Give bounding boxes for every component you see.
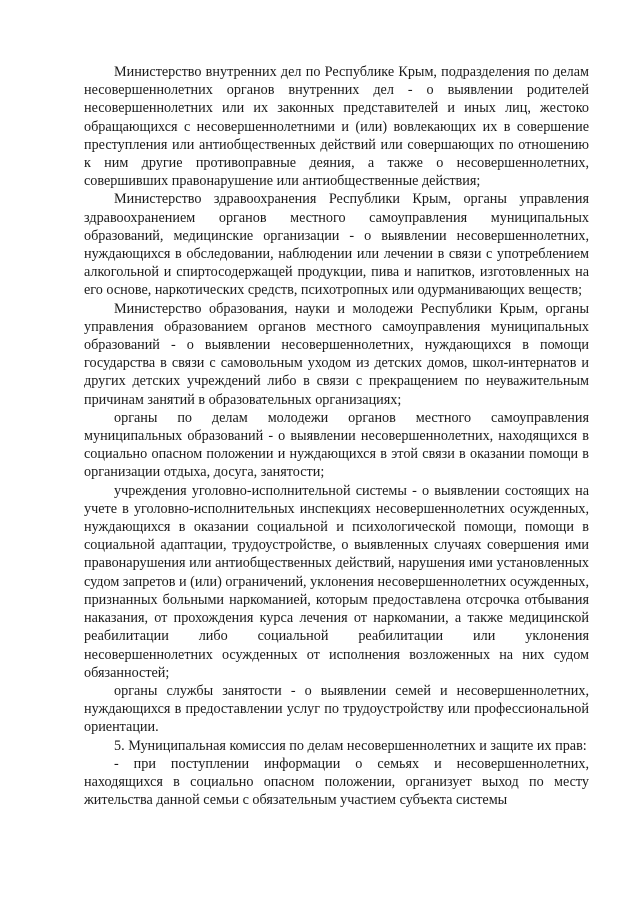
paragraph-health-ministry: Министерство здравоохранения Республики Крым, органы управления здравоохранением органов местного самоуправления муниципальных образований, медицинские организации - о выявлении несовершеннолетних, нуждающихся в обследовании, наблюдении или лечении в связи с употреблением алкогольной и спиртосодержащей продукции, пива и напитков, изготовленных на его основе, наркотических средств, психотропных или одурманивающих веществ;	[84, 191, 589, 299]
paragraph-education-ministry: Министерство образования, науки и молодежи Республики Крым, органы управления образованием органов местного самоуправления муниципальных образований - о выявлении несовершеннолетних, нуждающихся в помощи государства в связи с самовольным уходом из детских домов, школ-интернатов и других детских учреждений либо в связи с прекращением по неуважительным причинам занятий в образовательных организациях;	[84, 300, 589, 408]
paragraph-item-5-subitem: - при поступлении информации о семьях и несовершеннолетних, находящихся в социально опасном положении, организует выход по месту жительства данной семьи с обязательным участием субъекта системы	[84, 755, 589, 809]
paragraph-employment-service: органы службы занятости - о выявлении семей и несовершеннолетних, нуждающихся в предоставлении услуг по трудоустройству или профессиональной ориентации.	[84, 682, 589, 736]
paragraph-mvd: Министерство внутренних дел по Республике Крым, подразделения по делам несовершеннолетних органов внутренних дел - о выявлении родителей несовершеннолетних или их законных представителей и иных лиц, жестоко обращающихся с несовершеннолетними и (или) вовлекающих их в совершение преступления или антиобщественных действий или совершающих по отношению к ним другие противоправные деяния, а также о несовершеннолетних, совершивших правонарушение или антиобщественные действия;	[84, 64, 589, 190]
document-page	[84, 63, 589, 809]
paragraph-youth-bodies: органы по делам молодежи органов местного самоуправления муниципальных образований - о выявлении несовершеннолетних, находящихся в социально опасном положении и нуждающихся в этой связи в оказании помощи в организации отдыха, досуга, занятости;	[84, 409, 589, 481]
paragraph-item-5: 5. Муниципальная комиссия по делам несовершеннолетних и защите их прав:	[114, 737, 587, 754]
paragraph-penal-system: учреждения уголовно-исполнительной системы - о выявлении состоящих на учете в уголовно-исполнительных инспекциях несовершеннолетних осужденных, нуждающихся в оказании социальной и психологической помощи, помощи в социальной адаптации, трудоустройстве, о выявленных случаях совершения ими правонарушения или антиобщественных действий, нарушения ими установленных судом запретов и (или) ограничений, уклонения несовершеннолетних осужденных, признанных больными наркоманией, которым предоставлена отсрочка отбывания наказания, от прохождения курса лечения от наркомании, а также медицинской реабилитации либо социальной реабилитации или уклонения несовершеннолетних осужденных от исполнения возложенных на них судом обязанностей;	[84, 482, 589, 681]
